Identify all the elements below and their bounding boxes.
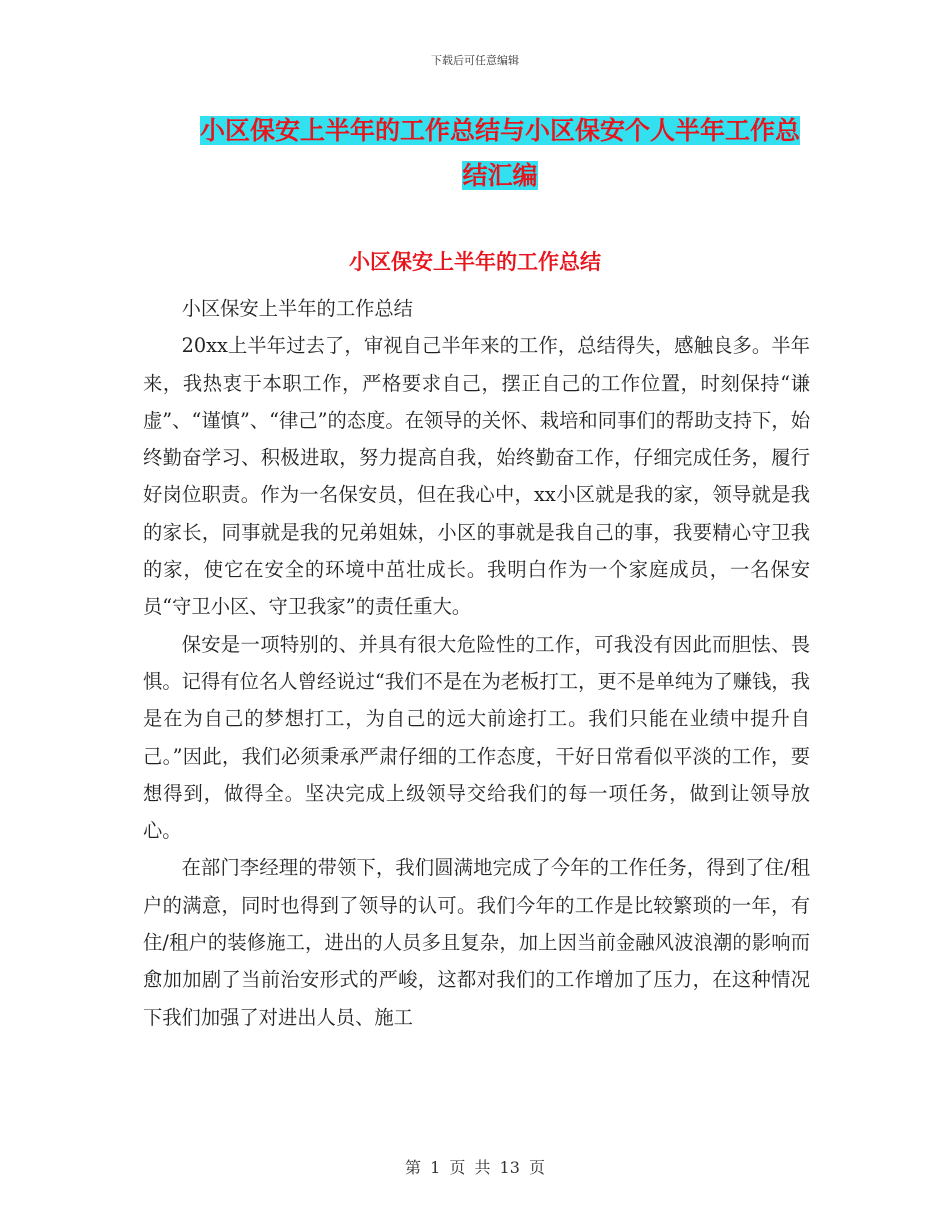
body-paragraph: 保安是一项特别的、并具有很大危险性的工作，可我没有因此而胆怯、畏惧。记得有位名人曾经说过“我们不是在为老板打工，更不是单纯为了赚钱，我是在为自己的梦想打工，为自己的远大前途打工。我们只能在业绩中提升自己。”因此，我们必须秉承严肃仔细的工作态度，干好日常看似平淡的工作，要想得到，做得全。坚决完成上级领导交给我们的每一项任务，做到让领导放心。 xyxy=(143,632,810,843)
page-number-footer: 第 1 页 共 13 页 xyxy=(405,1158,545,1177)
document-body xyxy=(143,290,810,1036)
document-title xyxy=(190,108,810,198)
page-header-note: 下载后可任意编辑 xyxy=(431,54,519,67)
body-paragraph: 20xx上半年过去了，审视自己半年来的工作，总结得失，感触良多。半年来，我热衷于本职工作，严格要求自己，摆正自己的工作位置，时刻保持“谦虚”、“谨慎”、“律己”的态度。在领导的关怀、栽培和同事们的帮助支持下，始终勤奋学习、积极进取，努力提高自我，始终勤奋工作，仔细完成任务，履行好岗位职责。作为一名保安员，但在我心中，xx小区就是我的家，领导就是我的家长，同事就是我的兄弟姐妹，小区的事就是我自己的事，我要精心守卫我的家，使它在安全的环境中茁壮成长。我明白作为一个家庭成员，一名保安员“守卫小区、守卫我家”的责任重大。 xyxy=(143,334,810,619)
document-title-text: 小区保安上半年的工作总结与小区保安个人半年工作总结汇编 xyxy=(199,116,800,190)
body-paragraph: 小区保安上半年的工作总结 xyxy=(181,297,413,320)
section-title: 小区保安上半年的工作总结 xyxy=(349,250,601,274)
body-paragraph: 在部门李经理的带领下，我们圆满地完成了今年的工作任务，得到了住/租户的满意，同时也得到了领导的认可。我们今年的工作是比较繁琐的一年，有住/租户的装修施工，进出的人员多且复杂，加上因当前金融风波浪潮的影响而愈加加剧了当前治安形式的严峻，这都对我们的工作增加了压力，在这种情况下我们加强了对进出人员、施工 xyxy=(143,856,810,1029)
